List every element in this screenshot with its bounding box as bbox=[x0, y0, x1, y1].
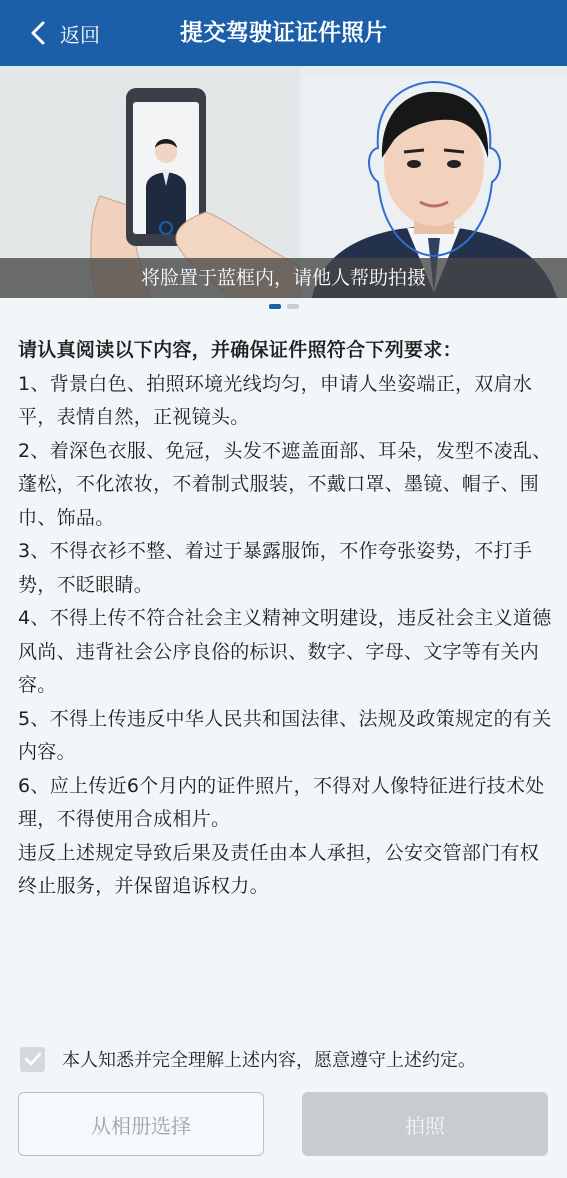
requirement-item: 2、着深色衣服、免冠，头发不遮盖面部、耳朵，发型不凌乱、蓬松，不化浓妆，不着制式服装，不戴口罩、墨镜、帽子、围巾、饰品。 bbox=[18, 439, 552, 529]
page-title: 提交驾驶证证件照片 bbox=[180, 20, 387, 46]
agreement-label: 本人知悉并完全理解上述内容，愿意遵守上述约定。 bbox=[62, 1050, 476, 1071]
carousel-dot bbox=[287, 304, 299, 309]
liability-notice: 违反上述规定导致后果及责任由本人承担，公安交管部门有权终止服务，并保留追诉权力。 bbox=[18, 841, 540, 897]
guide-caption: 将脸置于蓝框内，请他人帮助拍摄 bbox=[0, 258, 567, 298]
agreement-row[interactable] bbox=[20, 1042, 476, 1076]
requirement-item: 5、不得上传违反中华人民共和国法律、法规及政策规定的有关内容。 bbox=[18, 707, 552, 763]
requirements-heading: 请认真阅读以下内容，并确保证件照符合下列要求： bbox=[18, 339, 462, 361]
app-header bbox=[0, 0, 567, 66]
requirements-text bbox=[18, 334, 554, 904]
agreement-checkbox[interactable] bbox=[20, 1047, 45, 1072]
choose-from-album-button[interactable]: 从相册选择 bbox=[18, 1092, 264, 1156]
requirement-item: 4、不得上传不符合社会主义精神文明建设，违反社会主义道德风尚、违背社会公序良俗的标识、数字、字母、文字等有关内容。 bbox=[18, 607, 552, 696]
carousel-indicator bbox=[0, 304, 567, 310]
back-label: 返回 bbox=[60, 22, 100, 47]
requirement-item: 1、背景白色、拍照环境光线均匀，申请人坐姿端正，双肩水平，表情自然，正视镜头。 bbox=[18, 372, 533, 428]
carousel-dot-active bbox=[269, 304, 281, 309]
requirement-item: 6、应上传近6个月内的证件照片，不得对人像特征进行技术处理，不得使用合成相片。 bbox=[18, 774, 545, 830]
check-icon bbox=[24, 1052, 42, 1066]
requirement-item: 3、不得衣衫不整、着过于暴露服饰，不作夸张姿势，不打手势，不眨眼睛。 bbox=[18, 540, 533, 596]
take-photo-button[interactable]: 拍照 bbox=[302, 1092, 548, 1156]
